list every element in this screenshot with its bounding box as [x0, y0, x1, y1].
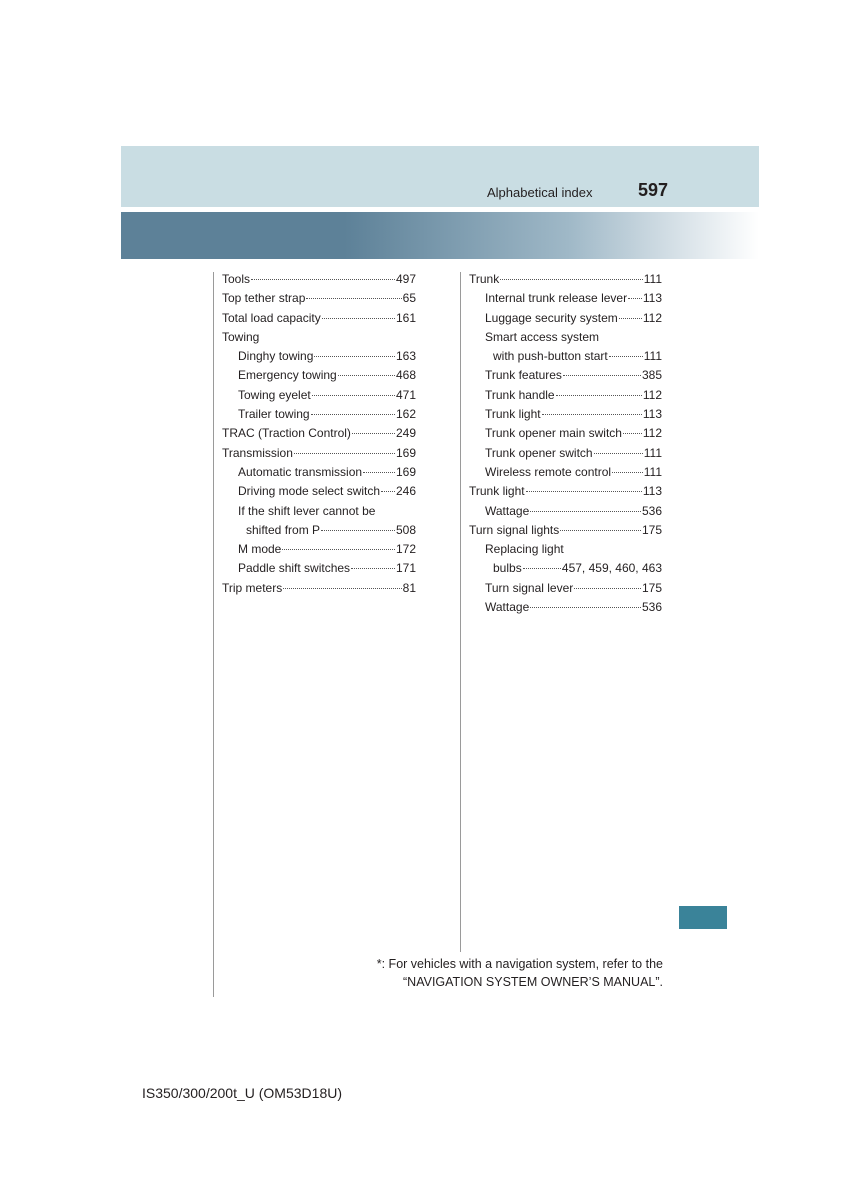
footnote-line-2: “NAVIGATION SYSTEM OWNER’S MANUAL”. — [403, 975, 663, 989]
index-entry-term: Total load capacity — [222, 310, 321, 325]
index-entry — [469, 579, 662, 598]
dot-leader — [563, 374, 641, 376]
index-entry-term: Trunk light — [485, 407, 541, 422]
index-entry-page: 112 — [642, 387, 662, 402]
dot-leader — [283, 587, 401, 589]
index-entry-term: Replacing light — [485, 542, 564, 557]
index-entry-term: Trunk — [469, 272, 500, 286]
dot-leader — [321, 529, 395, 531]
index-entry-term: Top tether strap — [222, 291, 306, 306]
index-entry-page: 113 — [642, 291, 662, 306]
index-entry-term: Tools — [222, 272, 251, 286]
index-entry-page: 112 — [642, 310, 662, 325]
index-entry-page: 163 — [395, 349, 416, 364]
dot-leader — [530, 606, 641, 608]
index-entry-term: Luggage security system — [485, 310, 618, 325]
index-entry — [222, 579, 416, 598]
index-entry — [469, 347, 662, 366]
index-entry-page: 81 — [402, 580, 416, 595]
index-entry — [222, 502, 416, 521]
index-entry-term: Trip meters — [222, 580, 283, 595]
index-entry — [222, 328, 416, 347]
index-entry — [469, 521, 662, 540]
index-entry — [222, 444, 416, 463]
index-entry-page: 65 — [402, 291, 416, 306]
index-entry — [469, 482, 662, 501]
index-entry-term: Towing eyelet — [238, 387, 311, 402]
index-entry-term: M mode — [238, 542, 282, 557]
index-entry — [222, 463, 416, 482]
dot-leader — [314, 355, 395, 357]
dot-leader — [574, 587, 641, 589]
index-entry-page: 112 — [642, 426, 662, 441]
index-entry — [222, 366, 416, 385]
index-entry-term: Automatic transmission — [238, 464, 363, 479]
footnote-line-1: *: For vehicles with a navigation system, refer to the — [376, 957, 663, 971]
index-entry-term: bulbs — [493, 561, 522, 576]
index-entry — [222, 540, 416, 559]
dot-leader — [294, 452, 395, 454]
index-entry — [469, 270, 662, 289]
dot-leader — [312, 394, 395, 396]
column-divider-middle — [460, 272, 461, 952]
index-entry-page: 536 — [641, 503, 662, 518]
index-entry — [469, 502, 662, 521]
index-entry-page: 246 — [395, 484, 416, 499]
index-entry-term: Trunk opener switch — [485, 445, 593, 460]
dot-leader — [609, 355, 643, 357]
index-entry-term: If the shift lever cannot be — [238, 503, 376, 518]
dot-leader — [523, 567, 561, 569]
index-entry — [222, 270, 416, 289]
index-entry-term: Trunk opener main switch — [485, 426, 622, 441]
index-entry — [222, 521, 416, 540]
index-entry-term: Trunk light — [469, 484, 525, 499]
index-entry-page: 162 — [395, 407, 416, 422]
footnote — [330, 955, 663, 991]
model-code: IS350/300/200t_U (OM53D18U) — [142, 1085, 342, 1101]
dot-leader — [338, 374, 395, 376]
dot-leader — [530, 510, 641, 512]
dot-leader — [560, 529, 641, 531]
index-entry — [469, 598, 662, 617]
index-entry-page: 175 — [641, 580, 662, 595]
index-entry — [469, 463, 662, 482]
index-entry-page: 471 — [395, 387, 416, 402]
index-entry — [469, 540, 662, 559]
dot-leader — [363, 471, 395, 473]
index-entry-term: Wattage — [485, 503, 530, 518]
index-entry-term: Paddle shift switches — [238, 561, 351, 576]
index-entry — [469, 424, 662, 443]
index-entry — [222, 347, 416, 366]
dot-leader — [351, 567, 395, 569]
index-entry — [222, 386, 416, 405]
index-entry-page: 169 — [395, 464, 416, 479]
index-entry — [469, 366, 662, 385]
index-entry-page: 536 — [641, 600, 662, 615]
index-entry-term: Internal trunk release lever — [485, 291, 628, 306]
section-title: Alphabetical index — [487, 185, 593, 200]
dot-leader — [352, 432, 395, 434]
index-entry — [222, 309, 416, 328]
index-entry-term: Smart access system — [485, 329, 600, 344]
column-divider-left — [213, 272, 214, 997]
index-entry-page: 111 — [643, 445, 662, 460]
dot-leader — [251, 278, 395, 280]
index-entry-term: Trailer towing — [238, 407, 310, 422]
index-entry-page: 457, 459, 460, 463 — [561, 561, 662, 576]
index-entry — [469, 289, 662, 308]
page-number: 597 — [638, 180, 669, 200]
index-entry-term: Wattage — [485, 600, 530, 615]
index-entry — [469, 559, 662, 578]
header-band-gradient — [121, 212, 759, 259]
index-entry-term: Trunk handle — [485, 387, 555, 402]
dot-leader — [500, 278, 643, 280]
index-entry-page: 249 — [395, 426, 416, 441]
index-entry-term: Towing — [222, 329, 260, 344]
index-entry-page: 497 — [395, 272, 416, 286]
index-entry-page: 468 — [395, 368, 416, 383]
index-entry-page: 172 — [395, 542, 416, 557]
index-entry-page: 111 — [643, 349, 662, 364]
index-entry-term: Turn signal lever — [485, 580, 574, 595]
dot-leader — [282, 548, 395, 550]
dot-leader — [542, 413, 642, 415]
index-entry-page: 161 — [395, 310, 416, 325]
index-entry — [222, 482, 416, 501]
index-entry — [222, 405, 416, 424]
index-entry — [469, 444, 662, 463]
index-entry-page: 113 — [642, 407, 662, 422]
index-entry-page: 508 — [395, 522, 416, 537]
dot-leader — [594, 452, 643, 454]
index-column-right — [469, 270, 662, 617]
index-entry-term: Emergency towing — [238, 368, 337, 383]
index-entry-page: 111 — [643, 272, 662, 286]
index-entry-term: Driving mode select switch — [238, 484, 381, 499]
index-entry-term: Wireless remote control — [485, 464, 612, 479]
index-entry-term: with push-button start — [493, 349, 608, 364]
index-entry-term: Transmission — [222, 445, 293, 460]
index-entry-page: 113 — [642, 484, 662, 499]
dot-leader — [306, 297, 401, 299]
dot-leader — [628, 297, 642, 299]
chapter-tab-marker — [679, 906, 727, 929]
index-entry-page: 385 — [641, 368, 662, 383]
index-entry-term: Trunk features — [485, 368, 562, 383]
index-entry — [222, 559, 416, 578]
dot-leader — [612, 471, 643, 473]
index-entry — [469, 386, 662, 405]
index-entry — [469, 309, 662, 328]
dot-leader — [381, 490, 395, 492]
dot-leader — [526, 490, 642, 492]
index-entry-page: 111 — [643, 464, 662, 479]
dot-leader — [556, 394, 642, 396]
index-column-left — [222, 270, 416, 598]
index-entry-term: shifted from P — [246, 522, 321, 537]
index-entry-page: 175 — [641, 522, 662, 537]
index-entry-page: 171 — [395, 561, 416, 576]
dot-leader — [322, 317, 395, 319]
dot-leader — [623, 432, 642, 434]
index-entry-page: 169 — [395, 445, 416, 460]
index-entry — [469, 405, 662, 424]
index-entry-term: TRAC (Traction Control) — [222, 426, 351, 441]
index-entry-term: Dinghy towing — [238, 349, 314, 364]
index-entry — [222, 289, 416, 308]
index-entry — [469, 328, 662, 347]
dot-leader — [619, 317, 642, 319]
index-entry — [222, 424, 416, 443]
index-entry-term: Turn signal lights — [469, 522, 560, 537]
dot-leader — [311, 413, 395, 415]
